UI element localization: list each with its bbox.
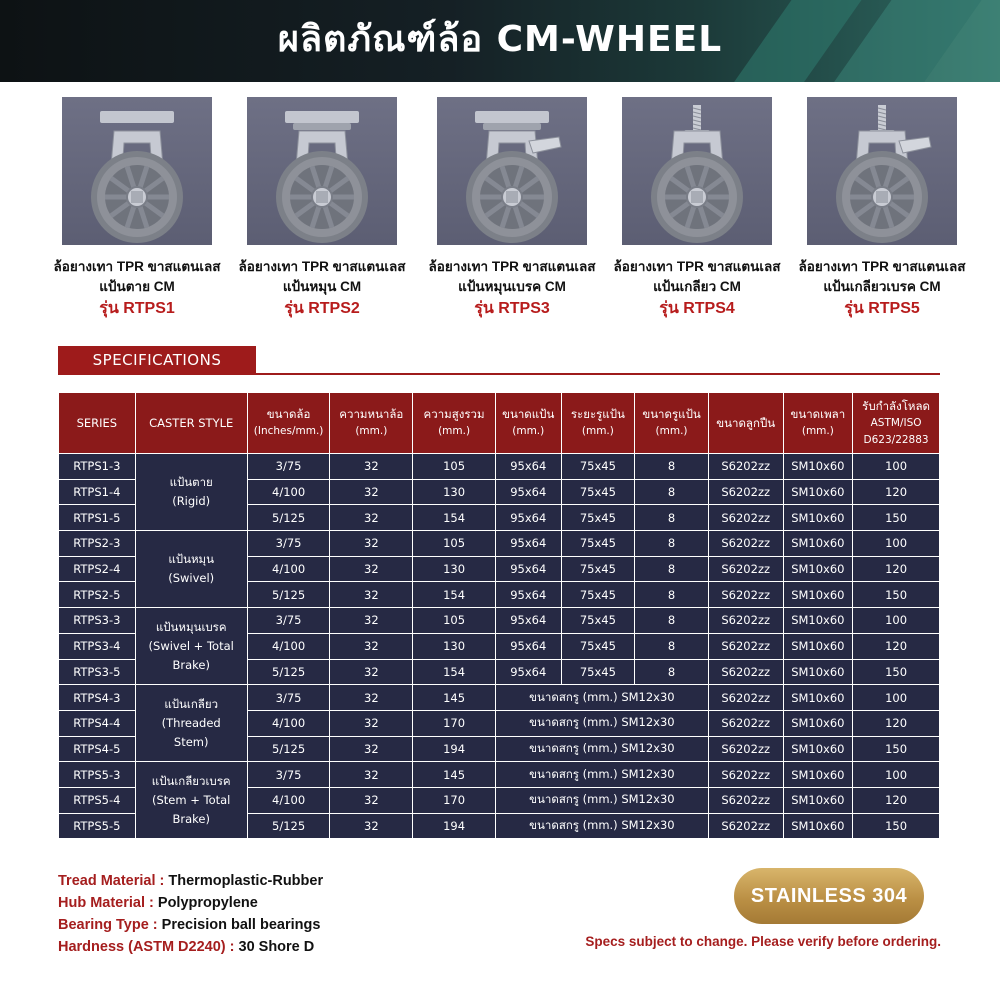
wheel-thickness-cell: 32 bbox=[330, 762, 412, 787]
product-model: รุ่น RTPS5 bbox=[844, 300, 920, 317]
bearing-cell: S6202zz bbox=[709, 582, 783, 607]
product-description-line2: แป้นเกลียวเบรค CM bbox=[823, 279, 941, 294]
wheel-size-cell: 4/100 bbox=[248, 788, 330, 813]
product-description-line1: ล้อยางเทา TPR ขาสแตนเลส bbox=[53, 259, 221, 274]
table-header-row bbox=[59, 393, 939, 453]
caster-style-line: แป้นหมุนเบรค bbox=[155, 619, 227, 634]
caster-wheel-stem-brake-icon bbox=[807, 97, 957, 245]
hole-spacing-cell: 75x45 bbox=[562, 480, 635, 505]
bearing-cell: S6202zz bbox=[709, 711, 783, 736]
bearing-cell: S6202zz bbox=[709, 557, 783, 582]
hole-size-cell: 8 bbox=[635, 531, 708, 556]
column-header-line: (mm.) bbox=[438, 425, 471, 437]
overall-height-cell: 154 bbox=[413, 505, 495, 530]
specifications-label: SPECIFICATIONS bbox=[58, 346, 256, 374]
product-description-line1: ล้อยางเทา TPR ขาสแตนเลส bbox=[613, 259, 781, 274]
material-notes bbox=[58, 870, 323, 958]
stem-size-cell: ขนาดสกรู (mm.) SM12x30 bbox=[496, 788, 708, 813]
caster-style-line: Brake) bbox=[172, 811, 210, 826]
column-header bbox=[709, 393, 783, 453]
bearing-cell: S6202zz bbox=[709, 762, 783, 787]
product-description-line1: ล้อยางเทา TPR ขาสแตนเลส bbox=[238, 259, 406, 274]
series-cell: RTPS2-3 bbox=[59, 531, 135, 556]
column-header-line: รับกำลังโหลด bbox=[862, 398, 930, 413]
hole-size-cell: 8 bbox=[635, 608, 708, 633]
overall-height-cell: 154 bbox=[413, 582, 495, 607]
bearing-cell: S6202zz bbox=[709, 737, 783, 762]
overall-height-cell: 145 bbox=[413, 685, 495, 710]
wheel-thickness-cell: 32 bbox=[330, 480, 412, 505]
product-description-line2: แป้นตาย CM bbox=[99, 279, 175, 294]
column-header bbox=[496, 393, 561, 453]
axle-cell: SM10x60 bbox=[784, 480, 853, 505]
series-cell: RTPS3-4 bbox=[59, 634, 135, 659]
caster-style-cell bbox=[136, 531, 247, 607]
plate-size-cell: 95x64 bbox=[496, 557, 561, 582]
wheel-size-cell: 3/75 bbox=[248, 531, 330, 556]
series-cell: RTPS1-5 bbox=[59, 505, 135, 530]
hole-spacing-cell: 75x45 bbox=[562, 634, 635, 659]
column-header-line: (mm.) bbox=[581, 425, 614, 437]
wheel-thickness-cell: 32 bbox=[330, 685, 412, 710]
column-header-line: (Inches/mm.) bbox=[253, 425, 324, 437]
caster-style-line: แป้นตาย bbox=[169, 475, 213, 490]
column-header-line: SERIES bbox=[76, 415, 118, 430]
note-bearing: Bearing Type : Precision ball bearings bbox=[58, 917, 321, 933]
product-photo bbox=[807, 97, 957, 245]
plate-size-cell: 95x64 bbox=[496, 531, 561, 556]
product-model: รุ่น RTPS3 bbox=[474, 300, 550, 317]
caster-style-line: (Threaded bbox=[161, 715, 221, 730]
column-header-line: ขนาดรูแป้น bbox=[642, 407, 701, 421]
table-row bbox=[59, 531, 939, 556]
series-cell: RTPS4-5 bbox=[59, 737, 135, 762]
product-card bbox=[602, 97, 792, 321]
series-cell: RTPS2-4 bbox=[59, 557, 135, 582]
axle-cell: SM10x60 bbox=[784, 762, 853, 787]
header-banner bbox=[0, 0, 1000, 82]
column-header-line: ขนาดเพลา bbox=[790, 407, 846, 421]
wheel-size-cell: 4/100 bbox=[248, 557, 330, 582]
column-header bbox=[635, 393, 708, 453]
series-cell: RTPS1-3 bbox=[59, 454, 135, 479]
load-capacity-cell: 120 bbox=[853, 711, 939, 736]
bearing-cell: S6202zz bbox=[709, 788, 783, 813]
axle-cell: SM10x60 bbox=[784, 737, 853, 762]
hole-spacing-cell: 75x45 bbox=[562, 557, 635, 582]
wheel-thickness-cell: 32 bbox=[330, 557, 412, 582]
table-row bbox=[59, 762, 939, 787]
hole-size-cell: 8 bbox=[635, 480, 708, 505]
wheel-size-cell: 3/75 bbox=[248, 454, 330, 479]
wheel-size-cell: 5/125 bbox=[248, 737, 330, 762]
hole-size-cell: 8 bbox=[635, 634, 708, 659]
load-capacity-cell: 150 bbox=[853, 505, 939, 530]
bearing-cell: S6202zz bbox=[709, 685, 783, 710]
hole-spacing-cell: 75x45 bbox=[562, 660, 635, 685]
caster-style-line: แป้นหมุน bbox=[168, 552, 214, 567]
axle-cell: SM10x60 bbox=[784, 582, 853, 607]
plate-size-cell: 95x64 bbox=[496, 505, 561, 530]
overall-height-cell: 130 bbox=[413, 480, 495, 505]
specifications-divider bbox=[58, 373, 940, 375]
axle-cell: SM10x60 bbox=[784, 660, 853, 685]
column-header bbox=[562, 393, 635, 453]
wheel-thickness-cell: 32 bbox=[330, 634, 412, 659]
caster-style-cell bbox=[136, 685, 247, 761]
hole-size-cell: 8 bbox=[635, 454, 708, 479]
stem-size-cell: ขนาดสกรู (mm.) SM12x30 bbox=[496, 814, 708, 839]
hole-size-cell: 8 bbox=[635, 582, 708, 607]
caster-wheel-swivel-brake-icon bbox=[437, 97, 587, 245]
wheel-thickness-cell: 32 bbox=[330, 582, 412, 607]
product-photo bbox=[62, 97, 212, 245]
note-tread: Tread Material : Thermoplastic-Rubber bbox=[58, 873, 324, 889]
stem-size-cell: ขนาดสกรู (mm.) SM12x30 bbox=[496, 737, 708, 762]
caster-wheel-swivel-icon bbox=[247, 97, 397, 245]
series-cell: RTPS4-3 bbox=[59, 685, 135, 710]
load-capacity-cell: 100 bbox=[853, 454, 939, 479]
product-description-line1: ล้อยางเทา TPR ขาสแตนเลส bbox=[428, 259, 596, 274]
table-row bbox=[59, 454, 939, 479]
wheel-size-cell: 4/100 bbox=[248, 711, 330, 736]
product-model: รุ่น RTPS4 bbox=[659, 300, 735, 317]
caster-style-line: Brake) bbox=[172, 657, 210, 672]
series-cell: RTPS4-4 bbox=[59, 711, 135, 736]
overall-height-cell: 194 bbox=[413, 737, 495, 762]
series-cell: RTPS3-5 bbox=[59, 660, 135, 685]
caster-style-cell bbox=[136, 608, 247, 684]
axle-cell: SM10x60 bbox=[784, 557, 853, 582]
product-photo bbox=[247, 97, 397, 245]
axle-cell: SM10x60 bbox=[784, 711, 853, 736]
series-cell: RTPS5-3 bbox=[59, 762, 135, 787]
stainless-badge: STAINLESS 304 bbox=[734, 868, 924, 924]
load-capacity-cell: 120 bbox=[853, 788, 939, 813]
wheel-size-cell: 4/100 bbox=[248, 634, 330, 659]
axle-cell: SM10x60 bbox=[784, 634, 853, 659]
caster-style-line: (Rigid) bbox=[172, 494, 211, 509]
overall-height-cell: 105 bbox=[413, 531, 495, 556]
stem-size-cell: ขนาดสกรู (mm.) SM12x30 bbox=[496, 762, 708, 787]
bearing-cell: S6202zz bbox=[709, 505, 783, 530]
bearing-cell: S6202zz bbox=[709, 634, 783, 659]
product-description-line2: แป้นหมุน CM bbox=[282, 279, 362, 294]
axle-cell: SM10x60 bbox=[784, 788, 853, 813]
hole-spacing-cell: 75x45 bbox=[562, 505, 635, 530]
load-capacity-cell: 120 bbox=[853, 557, 939, 582]
column-header bbox=[413, 393, 495, 453]
wheel-thickness-cell: 32 bbox=[330, 814, 412, 839]
caster-style-cell bbox=[136, 454, 247, 530]
series-cell: RTPS2-5 bbox=[59, 582, 135, 607]
disclaimer-text: Specs subject to change. Please verify before ordering. bbox=[585, 934, 941, 949]
caster-style-line: (Swivel) bbox=[168, 571, 215, 586]
bearing-cell: S6202zz bbox=[709, 480, 783, 505]
product-card bbox=[787, 97, 977, 321]
column-header-line: ระยะรูแป้น bbox=[570, 407, 625, 421]
caster-wheel-rigid-icon bbox=[62, 97, 212, 245]
series-cell: RTPS5-5 bbox=[59, 814, 135, 839]
wheel-size-cell: 5/125 bbox=[248, 505, 330, 530]
overall-height-cell: 130 bbox=[413, 557, 495, 582]
note-hub: Hub Material : Polypropylene bbox=[58, 895, 258, 911]
product-photo bbox=[622, 97, 772, 245]
product-description-line2: แป้นหมุนเบรค CM bbox=[458, 279, 566, 294]
bearing-cell: S6202zz bbox=[709, 531, 783, 556]
column-header bbox=[248, 393, 330, 453]
load-capacity-cell: 100 bbox=[853, 685, 939, 710]
load-capacity-cell: 100 bbox=[853, 531, 939, 556]
overall-height-cell: 145 bbox=[413, 762, 495, 787]
axle-cell: SM10x60 bbox=[784, 685, 853, 710]
series-cell: RTPS3-3 bbox=[59, 608, 135, 633]
column-header-line: (mm.) bbox=[355, 425, 388, 437]
hole-spacing-cell: 75x45 bbox=[562, 608, 635, 633]
product-card bbox=[42, 97, 232, 321]
axle-cell: SM10x60 bbox=[784, 814, 853, 839]
load-capacity-cell: 150 bbox=[853, 582, 939, 607]
table-row bbox=[59, 685, 939, 710]
overall-height-cell: 105 bbox=[413, 454, 495, 479]
column-header-line: ขนาดลูกปืน bbox=[716, 415, 776, 430]
load-capacity-cell: 100 bbox=[853, 762, 939, 787]
column-header-line: CASTER STYLE bbox=[149, 415, 234, 430]
overall-height-cell: 194 bbox=[413, 814, 495, 839]
bearing-cell: S6202zz bbox=[709, 660, 783, 685]
wheel-thickness-cell: 32 bbox=[330, 505, 412, 530]
load-capacity-cell: 150 bbox=[853, 814, 939, 839]
wheel-size-cell: 5/125 bbox=[248, 814, 330, 839]
overall-height-cell: 154 bbox=[413, 660, 495, 685]
column-header-line: ขนาดแป้น bbox=[502, 407, 555, 421]
wheel-thickness-cell: 32 bbox=[330, 737, 412, 762]
wheel-thickness-cell: 32 bbox=[330, 660, 412, 685]
series-cell: RTPS5-4 bbox=[59, 788, 135, 813]
product-card bbox=[417, 97, 607, 321]
wheel-thickness-cell: 32 bbox=[330, 608, 412, 633]
column-header-line: (mm.) bbox=[801, 425, 834, 437]
product-photo bbox=[437, 97, 587, 245]
overall-height-cell: 105 bbox=[413, 608, 495, 633]
overall-height-cell: 130 bbox=[413, 634, 495, 659]
overall-height-cell: 170 bbox=[413, 788, 495, 813]
column-header-line: D623/22883 bbox=[863, 433, 929, 446]
plate-size-cell: 95x64 bbox=[496, 454, 561, 479]
hole-size-cell: 8 bbox=[635, 660, 708, 685]
column-header bbox=[59, 393, 135, 453]
table-row bbox=[59, 608, 939, 633]
axle-cell: SM10x60 bbox=[784, 505, 853, 530]
caster-style-line: (Swivel + Total bbox=[148, 638, 234, 653]
overall-height-cell: 170 bbox=[413, 711, 495, 736]
hole-size-cell: 8 bbox=[635, 505, 708, 530]
wheel-size-cell: 3/75 bbox=[248, 762, 330, 787]
column-header-line: (mm.) bbox=[512, 425, 545, 437]
caster-wheel-threaded-stem-icon bbox=[622, 97, 772, 245]
load-capacity-cell: 100 bbox=[853, 608, 939, 633]
column-header-line: (mm.) bbox=[655, 425, 688, 437]
hole-spacing-cell: 75x45 bbox=[562, 454, 635, 479]
series-cell: RTPS1-4 bbox=[59, 480, 135, 505]
bearing-cell: S6202zz bbox=[709, 454, 783, 479]
column-header-line: ขนาดล้อ bbox=[266, 407, 311, 421]
product-description-line2: แป้นเกลียว CM bbox=[653, 279, 741, 294]
caster-style-line: แป้นเกลียว bbox=[164, 696, 219, 711]
plate-size-cell: 95x64 bbox=[496, 608, 561, 633]
caster-style-line: Stem) bbox=[173, 734, 209, 749]
specifications-table bbox=[58, 392, 940, 839]
hole-spacing-cell: 75x45 bbox=[562, 531, 635, 556]
product-card bbox=[227, 97, 417, 321]
plate-size-cell: 95x64 bbox=[496, 480, 561, 505]
load-capacity-cell: 120 bbox=[853, 480, 939, 505]
wheel-size-cell: 3/75 bbox=[248, 608, 330, 633]
note-hardness: Hardness (ASTM D2240) : 30 Shore D bbox=[58, 939, 315, 955]
caster-style-cell bbox=[136, 762, 247, 838]
wheel-thickness-cell: 32 bbox=[330, 454, 412, 479]
plate-size-cell: 95x64 bbox=[496, 660, 561, 685]
column-header-line: ความสูงรวม bbox=[423, 407, 485, 421]
column-header bbox=[136, 393, 247, 453]
wheel-thickness-cell: 32 bbox=[330, 531, 412, 556]
column-header bbox=[853, 393, 939, 453]
column-header bbox=[784, 393, 853, 453]
wheel-size-cell: 5/125 bbox=[248, 660, 330, 685]
caster-style-line: (Stem + Total bbox=[152, 792, 231, 807]
page-title: ผลิตภัณฑ์ล้อ CM-WHEEL bbox=[277, 19, 723, 60]
hole-spacing-cell: 75x45 bbox=[562, 582, 635, 607]
column-header-line: ความหนาล้อ bbox=[339, 407, 404, 421]
load-capacity-cell: 150 bbox=[853, 737, 939, 762]
bearing-cell: S6202zz bbox=[709, 814, 783, 839]
load-capacity-cell: 120 bbox=[853, 634, 939, 659]
product-model: รุ่น RTPS1 bbox=[99, 300, 175, 317]
axle-cell: SM10x60 bbox=[784, 608, 853, 633]
column-header bbox=[330, 393, 412, 453]
load-capacity-cell: 150 bbox=[853, 660, 939, 685]
caster-style-line: แป้นเกลียวเบรค bbox=[151, 773, 231, 788]
stem-size-cell: ขนาดสกรู (mm.) SM12x30 bbox=[496, 685, 708, 710]
bearing-cell: S6202zz bbox=[709, 608, 783, 633]
product-model: รุ่น RTPS2 bbox=[284, 300, 360, 317]
column-header-line: ASTM/ISO bbox=[870, 416, 922, 429]
plate-size-cell: 95x64 bbox=[496, 582, 561, 607]
wheel-size-cell: 3/75 bbox=[248, 685, 330, 710]
wheel-thickness-cell: 32 bbox=[330, 788, 412, 813]
wheel-thickness-cell: 32 bbox=[330, 711, 412, 736]
hole-size-cell: 8 bbox=[635, 557, 708, 582]
stem-size-cell: ขนาดสกรู (mm.) SM12x30 bbox=[496, 711, 708, 736]
wheel-size-cell: 5/125 bbox=[248, 582, 330, 607]
plate-size-cell: 95x64 bbox=[496, 634, 561, 659]
wheel-size-cell: 4/100 bbox=[248, 480, 330, 505]
axle-cell: SM10x60 bbox=[784, 454, 853, 479]
axle-cell: SM10x60 bbox=[784, 531, 853, 556]
product-description-line1: ล้อยางเทา TPR ขาสแตนเลส bbox=[798, 259, 966, 274]
